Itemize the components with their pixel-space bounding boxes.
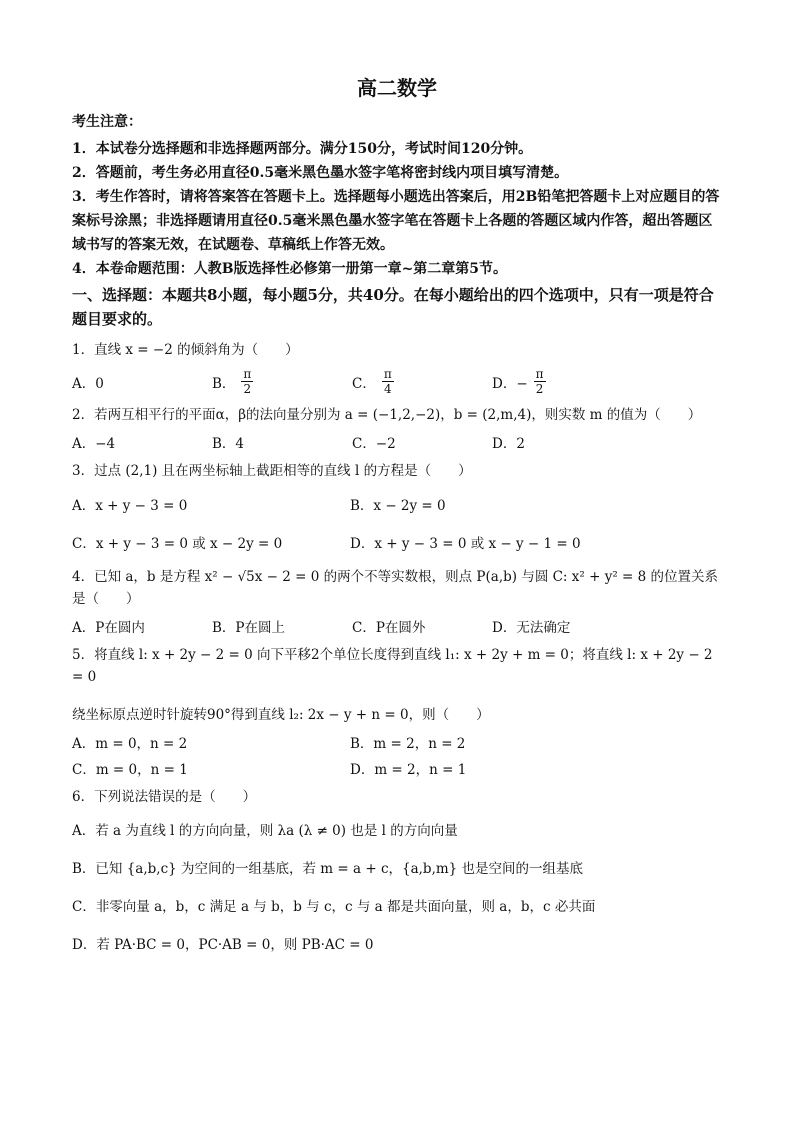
- question-6-option-d: D．若 PA·BC = 0，PC·AB = 0，则 PB·AC = 0: [72, 937, 374, 953]
- option-c: C．P在圆外: [352, 620, 426, 636]
- question-1-options: [72, 367, 722, 396]
- question-5-stem-line2: 绕坐标原点逆时针旋转90°得到直线 l₂: 2x − y + n = 0，则（ ）: [72, 707, 490, 723]
- notice-4: 4．本卷命题范围：人教B版选择性必修第一册第一章~第二章第5节。: [72, 261, 508, 277]
- option-b: B．x − 2y = 0: [350, 498, 446, 514]
- question-2-stem: 2．若两互相平行的平面α，β的法向量分别为 a = (−1,2,−2)，b = (2,m,4)，则实数 m 的值为（ ）: [72, 407, 702, 423]
- option-d: D．m = 2，n = 1: [350, 762, 467, 778]
- exam-page: [72, 60, 722, 956]
- notice-3: 3．考生作答时，请将答案答在答题卡上。选择题每小题选出答案后，用2B铅笔把答题卡上对应题目的答案标号涂黑；非选择题请用直径0.5毫米黑色墨水签字笔在答题卡上各题的答题区域内作答，超出答题区域书写的答案无效，在试题卷、草稿纸上作答无效。: [72, 189, 720, 253]
- option-a: A．0: [72, 375, 104, 392]
- question-6-option-a: A．若 a 为直线 l 的方向向量，则 λa (λ ≠ 0) 也是 l 的方向向量: [72, 823, 458, 839]
- option-c: C．m = 0，n = 1: [72, 762, 188, 778]
- option-c: C．x + y − 3 = 0 或 x − 2y = 0: [72, 536, 283, 552]
- question-5-stem-line1: 5．将直线 l: x + 2y − 2 = 0 向下平移2个单位长度得到直线 l₁: x + 2y + m = 0；将直线 l: x + 2y − 2 = 0: [72, 647, 713, 685]
- option-a: A．P在圆内: [72, 620, 145, 636]
- page-title: 高二数学: [357, 76, 437, 100]
- option-b: B．P在圆上: [212, 620, 286, 636]
- notice-1: 1．本试卷分选择题和非选择题两部分。满分150分，考试时间120分钟。: [72, 141, 533, 157]
- question-5-options-row2: [72, 758, 722, 778]
- question-3-options-row1: [72, 494, 722, 514]
- option-d: D．2: [492, 436, 525, 452]
- option-d: D．x + y − 3 = 0 或 x − y − 1 = 0: [350, 536, 581, 552]
- question-3-options-row2: [72, 532, 722, 552]
- option-a: A．−4: [72, 436, 116, 452]
- notice-2: 2．答题前，考生务必用直径0.5毫米黑色墨水签字笔将密封线内项目填写清楚。: [72, 165, 569, 181]
- option-c: C．−2: [352, 436, 396, 452]
- notice-heading: 考生注意：: [72, 114, 142, 130]
- question-6-option-b: B．已知 {a,b,c} 为空间的一组基底，若 m = a + c，{a,b,m} 也是空间的一组基底: [72, 861, 584, 877]
- option-d: D．− $\frac{\pi}{2}$: [492, 367, 544, 396]
- question-4-stem: 4．已知 a，b 是方程 x² − √5x − 2 = 0 的两个不等实数根，则点 P(a,b) 与圆 C: x² + y² = 8 的位置关系是（ ）: [72, 569, 719, 607]
- question-3-stem: 3．过点 (2,1) 且在两坐标轴上截距相等的直线 l 的方程是（ ）: [72, 463, 472, 479]
- option-b: B．4: [212, 436, 245, 452]
- question-2-options: [72, 432, 722, 452]
- section-heading: 一、选择题：本题共8小题，每小题5分，共40分。在每小题给出的四个选项中，只有一项是符合题目要求的。: [72, 286, 714, 328]
- option-d: D．无法确定: [492, 620, 571, 636]
- question-1-stem: 1．直线 x = −2 的倾斜角为（ ）: [72, 342, 299, 358]
- question-4-options: [72, 616, 722, 636]
- option-b: B．m = 2，n = 2: [350, 736, 466, 752]
- option-b: B． $\frac{\pi}{2}$: [212, 367, 252, 396]
- question-5-options-row1: [72, 732, 722, 752]
- option-a: A．x + y − 3 = 0: [72, 498, 188, 514]
- option-a: A．m = 0，n = 2: [72, 736, 188, 752]
- question-6-option-c: C．非零向量 a，b，c 满足 a 与 b，b 与 c，c 与 a 都是共面向量，则 a，b，c 必共面: [72, 899, 596, 915]
- question-6-stem: 6．下列说法错误的是（ ）: [72, 789, 257, 805]
- option-c: C． $\frac{\pi}{4}$: [352, 367, 392, 396]
